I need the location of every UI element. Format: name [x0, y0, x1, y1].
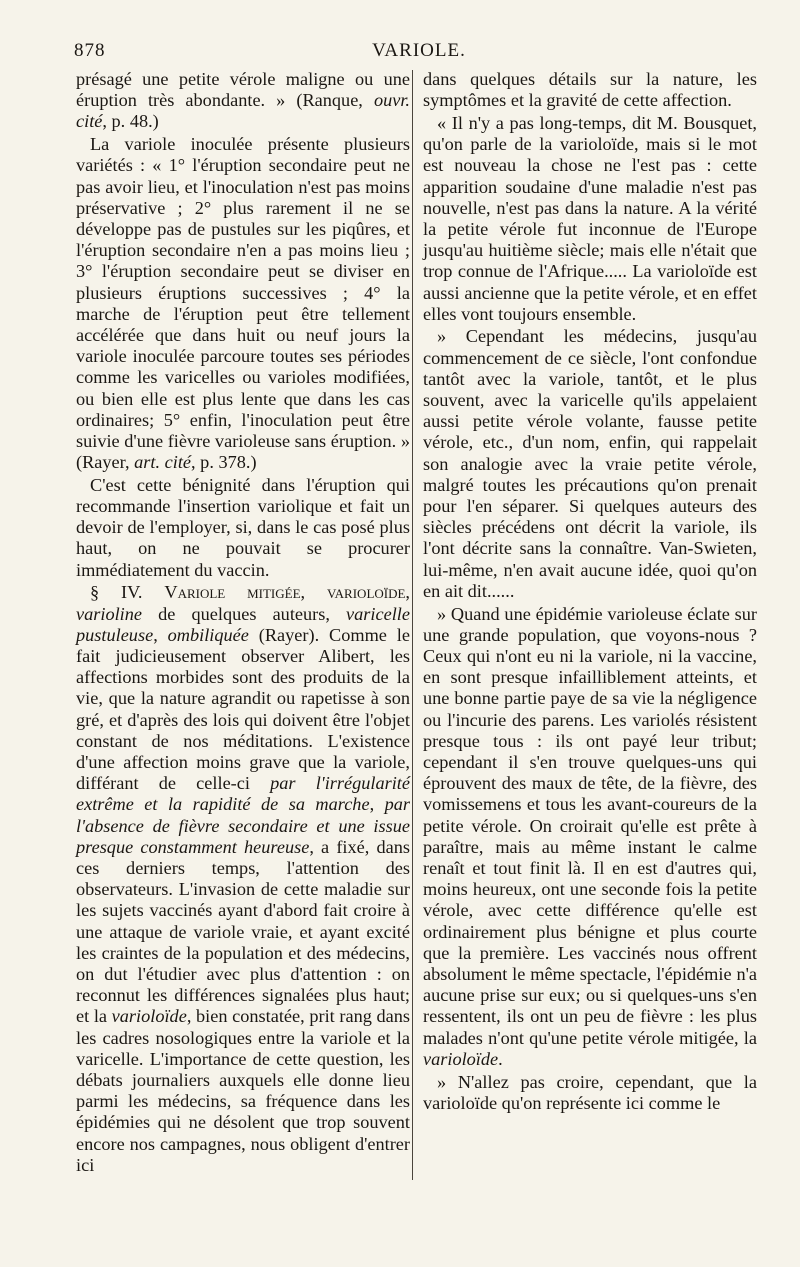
paragraph [76, 134, 410, 473]
right-column [423, 69, 757, 1115]
text-run: La variole inoculée présente plusieurs variétés : « 1° l'éruption secondaire peut ne pas avoir lieu, et l'inoculation n'est pas moins préservative ; 2° plus rarement il ne se développe pas de pustules sur les piqûres, et l'éruption secondaire n'en a pas moins lieu ; 3° l'éruption secondaire peut se diviser en plusieurs éruptions successives ; 4° la marche de l'éruption peut être tellement accélérée que dans huit ou neuf jours la variole inoculée parcoure toutes ses périodes comme les varicelles ou varioles modifiées, ou bien elle est plus lente que dans les cas ordinaires; 5° enfin, l'inoculation peut être suivie d'une fièvre varioleuse sans éruption. » (Rayer, [76, 134, 410, 473]
paragraph [423, 326, 757, 602]
italic-text: varioline [76, 603, 143, 624]
paragraph [423, 1072, 757, 1114]
text-run: de quelques auteurs, [142, 603, 347, 624]
left-column [76, 69, 410, 1178]
text-run: présagé une petite vérole maligne ou une éruption très abondante. » (Ranque, [76, 69, 410, 111]
paragraph [76, 69, 410, 133]
italic-text: par l'absence de fièvre secondaire et une issue presque constamment heureuse [76, 794, 410, 857]
text-run: « Il n'y a pas long-temps, dit M. Bousquet, qu'on parle de la varioloïde, mais si le mot est nouveau la chose ne l'est pas : cette apparition soudaine d'une maladie n'est pas nouvelle, n'est pas dans la nature. A la vérité la petite vérole fut inconnue de l'Europe jusqu'au huitième siècle; mais elle n'était que trop connue de l'Afrique..... La varioloïde est aussi ancienne que la petite vérole, et en effet elles vont toujours ensemble. [423, 112, 757, 324]
paragraph [76, 582, 410, 1176]
paragraph [423, 69, 757, 111]
italic-text: par l'irrégularité extrême et la rapidité de sa marche [76, 773, 410, 815]
text-run: , a fixé, dans ces derniers temps, l'attention des observateurs. L'invasion de cette maladie sur les sujets vaccinés ayant d'abord fait croire à une attaque de variole vraie, et ayant excité les craintes de la population et des médecins, on dut l'étudier avec plus d'attention : on reconnut les différences signalées plus haut; et la [76, 836, 410, 1027]
italic-text: ombiliquée [167, 624, 249, 645]
text-run: , bien constatée, prit rang dans les cadres nosologiques entre la variole et la varicelle. L'importance de cette question, les débats journaliers auxquels elle donne lieu parmi les médecins, sa fréquence dans les épidémies qui ne désolent que trop souvent encore nos campagnes, nous obligent d'entrer ici [76, 1006, 411, 1175]
page-header [74, 40, 764, 66]
text-run: dans quelques détails sur la nature, les symptômes et la gravité de cette affection. [423, 69, 757, 111]
text-run: » Cependant les médecins, jusqu'au commencement de ce siècle, l'ont confondue tantôt avec la variole, tantôt, et le plus souvent, avec la varicelle qu'ils appelaient aussi petite vérole volante, fausse petite vérole, etc., d'un nom, enfin, qui rappelait son analogie avec la vraie petite vérole, malgré toutes les précautions qu'on prenait pour l'en séparer. Si quelques auteurs des siècles précédens ont décrit la variole, ils l'ont décrite sans la connaître. Van-Swieten, lui-même, n'en avait aucune idée, quoi qu'on en ait dit...... [423, 326, 757, 601]
italic-text: art. cité [134, 452, 192, 473]
text-run: » N'allez pas croire, cependant, que la varioloïde qu'on représente ici comme le [423, 1071, 757, 1113]
text-run: » Quand une épidémie varioleuse éclate sur une grande population, que voyons-nous ? Ceux qui n'ont eu ni la variole, ni la vaccine, en sont presque infailliblement atteints, et une bonne partie paye de sa vie la négligence ou l'incurie des parens. Les variolés résistent presque tous : ils ont payé leur tribut; cependant il s'en trouve quelques-uns qui éprouvent des maux de tête, de la fièvre, des vomissemens et tous les avant-coureurs de la petite vérole. On croirait qu'elle est prête à paraître, mais au même instant le calme renaît et tout finit là. Il en est d'autres qui, moins heureux, ont une seconde fois la petite vérole, avec cette différence qu'elle est ordinairement plus bénigne et plus courte que la première. Les vaccinés nous offrent absolument le même spectacle, l'épidémie n'a aucune prise sur eux; ou si quelques-uns s'en ressentent, ils ont un peu de fièvre : les plus malades n'ont qu'une petite vérole mitigée, la [423, 603, 757, 1048]
text-run: , p. 378.) [191, 452, 257, 473]
column-divider [412, 70, 413, 1180]
running-title: VARIOLE. [372, 40, 466, 61]
small-caps-text: Variole mitigée, varioloïde, [164, 582, 410, 603]
text-run: , [153, 624, 168, 645]
italic-text: varicelle pustuleuse [76, 603, 410, 645]
italic-text: ouvr. cité [76, 90, 410, 132]
text-run: § IV. [90, 582, 165, 603]
text-run: (Rayer). Comme le fait judicieusement observer Alibert, les affections morbides sont des produits de la vie, que la nature agrandit ou rapetisse à son gré, et d'après des lois qui doivent être l'objet constant de nos méditations. L'existence d'une affection moins grave que la variole, différant de celle-ci [76, 624, 410, 794]
text-run: , p. 48.) [102, 111, 159, 132]
italic-text: varioloïde [111, 1006, 187, 1027]
paragraph [423, 113, 757, 325]
text-run: C'est cette bénignité dans l'éruption qui recommande l'insertion variolique et fait un devoir de l'employer, si, dans le cas posé plus haut, on ne pouvait se procurer immédiatement du vaccin. [76, 474, 410, 580]
paragraph [423, 604, 757, 1070]
italic-text: varioloïde [423, 1048, 499, 1069]
text-run: . [498, 1048, 503, 1069]
text-run: , [369, 794, 385, 815]
page-number: 878 [74, 40, 106, 61]
paragraph [76, 475, 410, 581]
